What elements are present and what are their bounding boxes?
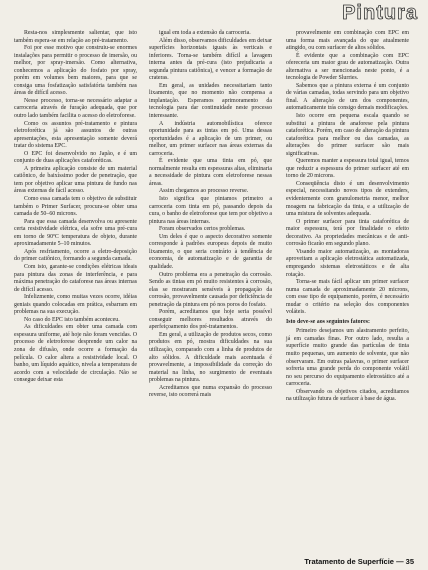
paragraph: A indústria automobilística oferece oportunidade para as tintas em pó. Uma dessas oportunidades é a aplicação de um primer, ou melhor, um primer surfacer nas áreas externas da carroceria. <box>149 120 272 157</box>
paragraph: Outro problema era a penetração da corrosão. Sendo as tintas em pó muito resistentes à corrosão, elas se mostraram sensíveis à propagação da corrosão, provavelmente causada por deficiência de penetração da pintura em pó nos poros do fosfato. <box>149 271 272 308</box>
paragraph: Nesse processo, torna-se necessário adaptar a carroceria através de furação adequada, que por outro lado também facilita o acesso do eletroforese. <box>14 97 137 120</box>
paragraph: Em geral, a utilização de produtos secos, como produtos em pó, mostra dificuldades na sua utilização, comparado com a linha de produtos de alto sólidos. A dificuldade mais acentuada é provavelmente, a impossibilidade da correção do material na linha, no surgimento de eventuais problemas na pintura. <box>149 331 272 384</box>
paragraph: igual em toda a extensão da carroceria. <box>159 30 251 36</box>
paragraph: Em geral, as unidades necessitariam tanto lixamento, que no momento não compensa a implantação. Esperamos aprimoramento da tecnologia para dar continuidade neste processo interessante. <box>149 82 272 120</box>
paragraph: No caso do EPC isto também aconteceu. <box>24 316 120 323</box>
paragraph: Isto ocorre em pequena escala quando se substitui a pintura de anaforese pela pintura cataforética. Porém, em caso de alteração da pintura cataforética para melhor ou das camadas, as alterações do primer surfacer são mais significativas. <box>286 113 409 157</box>
paragraph: Assim chegamos ao processo reverse. <box>159 188 249 195</box>
paragraph: Como essa camada tem o objetivo de substituir também o Primer Surfacer, procura-se obter uma camada de 50–60 microns. <box>14 196 137 218</box>
paragraph: A primeira aplicação consiste de um material catiônico, de baixíssimo poder de penetração, que tem por objetivo aplicar uma pintura de fundo nas áreas externas de fácil acesso. <box>14 165 137 195</box>
paragraph: Torna-se mais fácil aplicar um primer surfacer numa camada de aproximadamente 20 microns, com esse tipo de equipamento, porém, é necessário mudar o critério na seleção dos componentes voláteis. <box>286 279 409 316</box>
paragraph: Acreditamos que numa expansão do processo reverse, isto ocorrerá mais <box>149 384 272 399</box>
paragraph: Para que essa camada desenvolva ou apresente certa resistividade elétrica, ela sofre uma pré-cura em torno de 90ºC temperatura de objeto, durante aproximadamente 5–10 minutos. <box>14 218 137 248</box>
paragraph: Foi por esse motivo que construiu-se enormes instalações para permitir o processo de imersão, ou melhor, por spray-imersão. Como alternativa, conhecemos a aplicação do fosfato por spray, porém em volumes bem maiores, para que se consiga uma fosfatização satisfatória também nas áreas de difícil acesso. <box>14 45 137 97</box>
section-title: Pintura <box>342 2 418 24</box>
paragraph: Infelizmente, como muitas vezes ocorre, idéias geniais quando colocadas em prática, esbarram em problemas na sua execução. <box>14 294 137 316</box>
paragraph: Além disso, observamos dificuldades em deixar superfícies horizontais iguais às verticais e inferiores. Torna-se também difícil a lavagem interna antes da pré-cura (isto prejudicaria a segunda pintura catiônica), e vencer a formação de crateras. <box>149 37 272 82</box>
paragraph: Conseqüência disto é um desenvolvimento especial, necessitando novos tipos de extenders, evidentemente com granulometria menor, melhor moagem na fabricação da tinta, e a utilização de uma mistura de solventes adequada. <box>286 180 409 218</box>
paragraph: Porém, acreditamos que hoje seria possível conseguir melhores resultados através do aperfeiçoamento dos pré-tratamentos. <box>149 309 272 331</box>
subheading: Isto deve-se aos seguintes fatores: <box>286 318 370 325</box>
paragraph: As dificuldades em obter uma camada com espessura uniforme, até hoje não foram vencidas. O processo de eletroforese desprende um calor na zona de difusão, onde ocorre a formação da película. O calor altera a resistividade local. O banho, um líquido aquático, nivela a temperatura de acordo com a velocidade de circulação. Não se consegue deixar esta <box>14 324 137 384</box>
paragraph: Visando maior automatização, as montadoras aproveitam a aplicação eletrostática automatizada, empregando sistemas eletrostáticos e de alta rotação. <box>286 248 409 278</box>
paragraph: É evidente que uma tinta em pó, que normalmente resulta em espessuras altas, eliminaria a necessidade de pintura com eletroforese nessas áreas. <box>149 158 272 187</box>
paragraph: provavelmente em combinação com EPC em uma forma mais avançada do que atualmente atingido, ou com surfacer de altos sólidos. <box>286 30 409 52</box>
paragraph: Um deles é que o aspecto decorativo somente corresponde à padrões europeus depois de muito lixamento, o que seria contrário à tendência de economia, de automatização e de garantia de qualidade. <box>149 233 272 270</box>
text-column-3 <box>286 30 409 404</box>
paragraph: Primeiro desejamos um alastramento perfeito, já em camadas finas. Por outro lado, resulta a superfície muito grande das partículas de tinta muito pequenas, um aumento de solvente, que não observaram. Em outras palavras, o primer surfacer sofreria uma grande perda do componente volátil no seu percurso do equipamento eletrostático até a carroceria. <box>286 328 409 388</box>
paragraph: Com isto, garante-se condições elétricas ideais para pintura das zonas de interferência, e para máxima penetração do cataforese nas áreas internas de difícil acesso. <box>14 263 137 293</box>
paragraph: Queremos manter a espessura total igual, temos que reduzir a espessura do primer surfacer até em torno de 20 microns. <box>286 158 409 180</box>
paragraph: É evidente que a combinação com EPC ofereceria um maior grau de automatização. Outra alternativa a ser mencionada neste ponto, é a tecnologia de Powder Slurries. <box>286 52 409 82</box>
paragraph: Isto significa que pintamos primeiro a carroceria com tinta em pó, passando depois da cura, o banho de eletroforese que tem por objetivo a pintura nas áreas internas. <box>149 196 272 225</box>
page-footer: Tratamento de Superfície — 35 <box>304 557 414 566</box>
paragraph: Sabemos que a pintura externa é um conjunto de várias camadas, todas servindo para um objetivo final. A alteração de um dos componentes, automaticamente trás consigo demais modificações. <box>286 82 409 112</box>
paragraph: O primer surfacer para tinta cataforética de maior espessura, terá por finalidade o efeito decorativo. As propriedades mecânicas e de anti-corrosão ficarão em segundo plano. <box>286 218 409 248</box>
paragraph: O EPC foi desenvolvido no Japão, e é um conjunto de duas aplicações cataforéticas. <box>14 150 137 165</box>
paragraph: Resta-nos simplesmente salientar, que isto também espera-se em relação ao pré-tratamento. <box>14 30 137 44</box>
text-column-2 <box>149 30 272 400</box>
paragraph: Após resfriamento, ocorre a eletro-deposição do primer catiônico, formando a segunda camada. <box>14 248 137 263</box>
paragraph: Observando os objetivos citados, acreditamos na utilização futura de surfacer à base de água. <box>286 388 409 403</box>
text-column-1 <box>14 30 137 385</box>
paragraph: Como os assuntos pré-tratamento e pintura eletroforética já são assuntos de outras apresentações, esta apresentação somente deverá tratar do sistema EPC. <box>14 120 137 150</box>
paragraph: Foram observados certos problemas. <box>159 226 246 233</box>
